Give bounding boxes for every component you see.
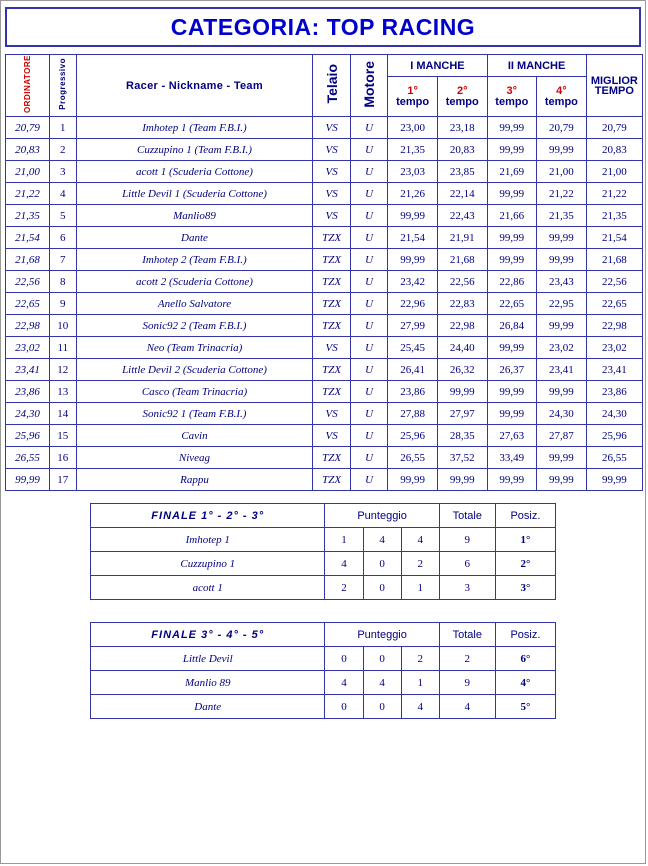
cell-telaio: VS — [313, 117, 350, 139]
table-row — [6, 117, 643, 139]
final-cell-name: Little Devil — [91, 647, 325, 671]
cell-ordinatore: 26,55 — [6, 447, 50, 469]
final-cell-point-3: 2 — [401, 647, 439, 671]
cell-ordinatore: 22,65 — [6, 293, 50, 315]
cell-tempo-3: 99,99 — [487, 117, 537, 139]
table-row — [6, 469, 643, 491]
cell-miglior-tempo: 26,55 — [586, 447, 642, 469]
cell-ordinatore: 21,22 — [6, 183, 50, 205]
cell-motore: U — [350, 139, 387, 161]
cell-tempo-2: 99,99 — [437, 381, 487, 403]
cell-telaio: TZX — [313, 447, 350, 469]
category-title-banner — [5, 7, 641, 47]
col-header-motore-label: Motore — [361, 60, 378, 108]
col-header-telaio — [313, 55, 350, 117]
final-cell-name: Manlio 89 — [91, 671, 325, 695]
cell-tempo-2: 28,35 — [437, 425, 487, 447]
final-table-1 — [90, 503, 556, 600]
col-header-racer: Racer - Nickname - Team — [76, 55, 313, 117]
cell-tempo-4: 21,35 — [537, 205, 587, 227]
cell-progressivo: 6 — [50, 227, 76, 249]
col-header-miglior-tempo — [586, 55, 642, 117]
cell-miglior-tempo: 22,65 — [586, 293, 642, 315]
col-header-motore — [350, 55, 387, 117]
cell-motore: U — [350, 337, 387, 359]
cell-tempo-4: 99,99 — [537, 469, 587, 491]
cell-tempo-4: 99,99 — [537, 447, 587, 469]
page-title: CATEGORIA: TOP RACING — [170, 13, 476, 40]
cell-progressivo: 17 — [50, 469, 76, 491]
cell-progressivo: 7 — [50, 249, 76, 271]
col-header-tempo-1 — [388, 77, 438, 117]
final-cell-position: 1° — [495, 528, 555, 552]
final-cell-point-2: 0 — [363, 647, 401, 671]
cell-motore: U — [350, 293, 387, 315]
cell-telaio: TZX — [313, 315, 350, 337]
cell-motore: U — [350, 227, 387, 249]
cell-tempo-2: 22,56 — [437, 271, 487, 293]
cell-tempo-1: 27,99 — [388, 315, 438, 337]
cell-progressivo: 1 — [50, 117, 76, 139]
col-header-telaio-label: Telaio — [323, 64, 340, 104]
tempo-4-ordinal: 4° — [556, 84, 567, 97]
cell-motore: U — [350, 249, 387, 271]
cell-racer: acott 2 (Scuderia Cottone) — [76, 271, 313, 293]
final-cell-total: 9 — [439, 528, 495, 552]
cell-racer: Niveag — [76, 447, 313, 469]
cell-ordinatore: 22,56 — [6, 271, 50, 293]
final-2-punteggio-header: Punteggio — [325, 623, 439, 647]
table-row — [6, 139, 643, 161]
final-1-title: FINALE 1° - 2° - 3° — [91, 504, 325, 528]
cell-motore: U — [350, 381, 387, 403]
cell-tempo-3: 99,99 — [487, 381, 537, 403]
cell-progressivo: 15 — [50, 425, 76, 447]
table-header-row-1 — [6, 55, 643, 77]
cell-motore: U — [350, 183, 387, 205]
final-2-posiz-header: Posiz. — [495, 623, 555, 647]
cell-racer: Imhotep 1 (Team F.B.I.) — [76, 117, 313, 139]
table-row — [6, 205, 643, 227]
final-cell-total: 4 — [439, 695, 495, 719]
final-row — [91, 528, 556, 552]
final-cell-point-2: 0 — [363, 695, 401, 719]
cell-progressivo: 13 — [50, 381, 76, 403]
cell-tempo-1: 21,54 — [388, 227, 438, 249]
table-row — [6, 359, 643, 381]
cell-tempo-4: 23,41 — [537, 359, 587, 381]
cell-ordinatore: 21,68 — [6, 249, 50, 271]
final-cell-position: 3° — [495, 576, 555, 600]
cell-tempo-4: 21,00 — [537, 161, 587, 183]
final-1-body — [91, 528, 556, 600]
cell-progressivo: 14 — [50, 403, 76, 425]
cell-tempo-2: 22,98 — [437, 315, 487, 337]
cell-tempo-3: 21,66 — [487, 205, 537, 227]
final-cell-total: 2 — [439, 647, 495, 671]
cell-racer: Neo (Team Trinacria) — [76, 337, 313, 359]
cell-telaio: TZX — [313, 227, 350, 249]
cell-miglior-tempo: 22,98 — [586, 315, 642, 337]
cell-ordinatore: 21,35 — [6, 205, 50, 227]
finals-spacer — [1, 600, 645, 622]
cell-progressivo: 4 — [50, 183, 76, 205]
cell-racer: Casco (Team Trinacria) — [76, 381, 313, 403]
cell-tempo-1: 23,00 — [388, 117, 438, 139]
cell-ordinatore: 99,99 — [6, 469, 50, 491]
final-cell-point-2: 0 — [363, 576, 401, 600]
cell-tempo-1: 25,96 — [388, 425, 438, 447]
cell-tempo-3: 26,37 — [487, 359, 537, 381]
results-table-body — [6, 117, 643, 491]
cell-ordinatore: 23,41 — [6, 359, 50, 381]
final-cell-point-1: 2 — [325, 576, 363, 600]
final-row — [91, 671, 556, 695]
cell-motore: U — [350, 425, 387, 447]
cell-tempo-2: 37,52 — [437, 447, 487, 469]
cell-miglior-tempo: 99,99 — [586, 469, 642, 491]
cell-progressivo: 8 — [50, 271, 76, 293]
cell-tempo-1: 26,41 — [388, 359, 438, 381]
cell-tempo-4: 99,99 — [537, 227, 587, 249]
final-2-totale-header: Totale — [439, 623, 495, 647]
table-row — [6, 271, 643, 293]
final-1-header-row — [91, 504, 556, 528]
results-table — [5, 54, 643, 491]
final-cell-point-1: 0 — [325, 647, 363, 671]
cell-racer: acott 1 (Scuderia Cottone) — [76, 161, 313, 183]
table-row — [6, 447, 643, 469]
cell-tempo-2: 23,18 — [437, 117, 487, 139]
cell-tempo-1: 21,35 — [388, 139, 438, 161]
final-cell-point-1: 1 — [325, 528, 363, 552]
col-header-progressivo-label: Progressivo — [58, 58, 68, 110]
final-cell-position: 2° — [495, 552, 555, 576]
cell-tempo-1: 23,42 — [388, 271, 438, 293]
final-row — [91, 552, 556, 576]
cell-motore: U — [350, 359, 387, 381]
final-2-header-row — [91, 623, 556, 647]
final-cell-total: 6 — [439, 552, 495, 576]
final-cell-point-3: 4 — [401, 528, 439, 552]
col-header-ordinatore-label: ORDINATORE — [23, 55, 33, 114]
cell-progressivo: 10 — [50, 315, 76, 337]
table-row — [6, 337, 643, 359]
final-cell-point-1: 0 — [325, 695, 363, 719]
cell-tempo-1: 99,99 — [388, 205, 438, 227]
cell-progressivo: 16 — [50, 447, 76, 469]
cell-tempo-4: 20,79 — [537, 117, 587, 139]
cell-motore: U — [350, 447, 387, 469]
cell-tempo-2: 26,32 — [437, 359, 487, 381]
cell-tempo-2: 27,97 — [437, 403, 487, 425]
table-row — [6, 315, 643, 337]
cell-miglior-tempo: 25,96 — [586, 425, 642, 447]
final-cell-position: 5° — [495, 695, 555, 719]
table-row — [6, 425, 643, 447]
final-2-body — [91, 647, 556, 719]
cell-tempo-4: 99,99 — [537, 139, 587, 161]
final-cell-point-1: 4 — [325, 671, 363, 695]
cell-ordinatore: 20,79 — [6, 117, 50, 139]
cell-miglior-tempo: 21,22 — [586, 183, 642, 205]
final-cell-position: 6° — [495, 647, 555, 671]
final-cell-name: Imhotep 1 — [91, 528, 325, 552]
cell-ordinatore: 21,00 — [6, 161, 50, 183]
cell-racer: Cavin — [76, 425, 313, 447]
cell-tempo-2: 20,83 — [437, 139, 487, 161]
col-header-manche-2: II MANCHE — [487, 55, 586, 77]
cell-telaio: TZX — [313, 293, 350, 315]
cell-progressivo: 2 — [50, 139, 76, 161]
table-row — [6, 249, 643, 271]
cell-miglior-tempo: 20,83 — [586, 139, 642, 161]
cell-tempo-3: 99,99 — [487, 139, 537, 161]
final-2-title: FINALE 3° - 4° - 5° — [91, 623, 325, 647]
col-header-manche-1: I MANCHE — [388, 55, 487, 77]
final-table-2 — [90, 622, 556, 719]
cell-ordinatore: 24,30 — [6, 403, 50, 425]
cell-motore: U — [350, 161, 387, 183]
final-row — [91, 576, 556, 600]
cell-telaio: VS — [313, 425, 350, 447]
final-1-punteggio-header: Punteggio — [325, 504, 439, 528]
cell-tempo-4: 24,30 — [537, 403, 587, 425]
cell-tempo-2: 21,68 — [437, 249, 487, 271]
cell-tempo-1: 21,26 — [388, 183, 438, 205]
final-cell-point-3: 1 — [401, 576, 439, 600]
cell-tempo-2: 22,14 — [437, 183, 487, 205]
table-row — [6, 293, 643, 315]
table-row — [6, 403, 643, 425]
cell-tempo-1: 99,99 — [388, 469, 438, 491]
cell-tempo-3: 22,65 — [487, 293, 537, 315]
cell-miglior-tempo: 21,00 — [586, 161, 642, 183]
cell-tempo-2: 24,40 — [437, 337, 487, 359]
cell-miglior-tempo: 23,86 — [586, 381, 642, 403]
cell-miglior-tempo: 22,56 — [586, 271, 642, 293]
final-cell-point-3: 2 — [401, 552, 439, 576]
cell-telaio: VS — [313, 161, 350, 183]
cell-ordinatore: 22,98 — [6, 315, 50, 337]
cell-telaio: VS — [313, 337, 350, 359]
cell-motore: U — [350, 117, 387, 139]
cell-ordinatore: 21,54 — [6, 227, 50, 249]
cell-tempo-1: 27,88 — [388, 403, 438, 425]
cell-tempo-3: 99,99 — [487, 183, 537, 205]
miglior-line-2: TEMPO — [594, 84, 634, 97]
cell-miglior-tempo: 20,79 — [586, 117, 642, 139]
cell-tempo-1: 22,96 — [388, 293, 438, 315]
cell-telaio: TZX — [313, 381, 350, 403]
cell-miglior-tempo: 23,02 — [586, 337, 642, 359]
cell-progressivo: 9 — [50, 293, 76, 315]
finals-section — [1, 503, 645, 719]
final-cell-total: 9 — [439, 671, 495, 695]
cell-progressivo: 5 — [50, 205, 76, 227]
final-cell-point-1: 4 — [325, 552, 363, 576]
cell-tempo-3: 27,63 — [487, 425, 537, 447]
cell-telaio: TZX — [313, 359, 350, 381]
final-row — [91, 647, 556, 671]
cell-telaio: TZX — [313, 469, 350, 491]
final-cell-name: Dante — [91, 695, 325, 719]
cell-racer: Anello Salvatore — [76, 293, 313, 315]
cell-tempo-1: 23,86 — [388, 381, 438, 403]
cell-tempo-1: 25,45 — [388, 337, 438, 359]
final-cell-point-3: 4 — [401, 695, 439, 719]
cell-racer: Little Devil 1 (Scuderia Cottone) — [76, 183, 313, 205]
cell-motore: U — [350, 403, 387, 425]
tempo-2-label: tempo — [445, 95, 479, 108]
cell-telaio: TZX — [313, 249, 350, 271]
cell-progressivo: 3 — [50, 161, 76, 183]
cell-telaio: VS — [313, 403, 350, 425]
cell-racer: Rappu — [76, 469, 313, 491]
final-cell-point-2: 4 — [363, 671, 401, 695]
table-row — [6, 161, 643, 183]
cell-tempo-4: 99,99 — [537, 381, 587, 403]
cell-racer: Cuzzupino 1 (Team F.B.I.) — [76, 139, 313, 161]
col-header-progressivo — [50, 55, 76, 117]
cell-tempo-4: 21,22 — [537, 183, 587, 205]
cell-miglior-tempo: 21,35 — [586, 205, 642, 227]
cell-tempo-3: 99,99 — [487, 227, 537, 249]
cell-motore: U — [350, 469, 387, 491]
cell-miglior-tempo: 23,41 — [586, 359, 642, 381]
cell-tempo-2: 99,99 — [437, 469, 487, 491]
cell-tempo-1: 23,03 — [388, 161, 438, 183]
cell-racer: Imhotep 2 (Team F.B.I.) — [76, 249, 313, 271]
cell-tempo-4: 99,99 — [537, 249, 587, 271]
cell-tempo-2: 23,85 — [437, 161, 487, 183]
col-header-tempo-3 — [487, 77, 537, 117]
col-header-tempo-4 — [537, 77, 587, 117]
cell-tempo-3: 99,99 — [487, 469, 537, 491]
cell-telaio: TZX — [313, 271, 350, 293]
cell-tempo-4: 99,99 — [537, 315, 587, 337]
cell-miglior-tempo: 21,68 — [586, 249, 642, 271]
tempo-1-label: tempo — [396, 95, 430, 108]
cell-miglior-tempo: 24,30 — [586, 403, 642, 425]
tempo-2-ordinal: 2° — [456, 84, 468, 97]
cell-telaio: VS — [313, 205, 350, 227]
final-cell-point-2: 4 — [363, 528, 401, 552]
cell-tempo-2: 21,91 — [437, 227, 487, 249]
cell-ordinatore: 23,86 — [6, 381, 50, 403]
cell-tempo-3: 33,49 — [487, 447, 537, 469]
cell-racer: Little Devil 2 (Scuderia Cottone) — [76, 359, 313, 381]
cell-telaio: VS — [313, 183, 350, 205]
cell-motore: U — [350, 271, 387, 293]
cell-tempo-3: 22,86 — [487, 271, 537, 293]
tempo-3-ordinal: 3° — [506, 84, 518, 97]
cell-tempo-4: 23,43 — [537, 271, 587, 293]
cell-ordinatore: 23,02 — [6, 337, 50, 359]
cell-ordinatore: 25,96 — [6, 425, 50, 447]
cell-tempo-3: 99,99 — [487, 337, 537, 359]
final-1-posiz-header: Posiz. — [495, 504, 555, 528]
final-cell-point-3: 1 — [401, 671, 439, 695]
final-cell-name: acott 1 — [91, 576, 325, 600]
cell-tempo-3: 21,69 — [487, 161, 537, 183]
miglior-line-1: MIGLIOR — [590, 74, 638, 87]
cell-tempo-4: 22,95 — [537, 293, 587, 315]
cell-motore: U — [350, 205, 387, 227]
cell-racer: Sonic92 2 (Team F.B.I.) — [76, 315, 313, 337]
table-row — [6, 183, 643, 205]
tempo-3-label: tempo — [495, 95, 529, 108]
final-1-totale-header: Totale — [439, 504, 495, 528]
final-row — [91, 695, 556, 719]
col-header-tempo-2 — [437, 77, 487, 117]
cell-miglior-tempo: 21,54 — [586, 227, 642, 249]
cell-telaio: VS — [313, 139, 350, 161]
cell-progressivo: 12 — [50, 359, 76, 381]
cell-tempo-3: 99,99 — [487, 249, 537, 271]
cell-tempo-1: 99,99 — [388, 249, 438, 271]
cell-tempo-4: 27,87 — [537, 425, 587, 447]
table-row — [6, 381, 643, 403]
cell-motore: U — [350, 315, 387, 337]
cell-tempo-3: 99,99 — [487, 403, 537, 425]
cell-racer: Sonic92 1 (Team F.B.I.) — [76, 403, 313, 425]
tempo-4-label: tempo — [544, 95, 578, 108]
col-header-ordinatore — [6, 55, 50, 117]
final-cell-total: 3 — [439, 576, 495, 600]
cell-tempo-3: 26,84 — [487, 315, 537, 337]
final-cell-name: Cuzzupino 1 — [91, 552, 325, 576]
cell-tempo-1: 26,55 — [388, 447, 438, 469]
final-cell-position: 4° — [495, 671, 555, 695]
final-cell-point-2: 0 — [363, 552, 401, 576]
cell-tempo-2: 22,83 — [437, 293, 487, 315]
cell-ordinatore: 20,83 — [6, 139, 50, 161]
cell-progressivo: 11 — [50, 337, 76, 359]
cell-tempo-2: 22,43 — [437, 205, 487, 227]
table-row — [6, 227, 643, 249]
tempo-1-ordinal: 1° — [407, 84, 418, 97]
cell-racer: Manlio89 — [76, 205, 313, 227]
cell-racer: Dante — [76, 227, 313, 249]
cell-tempo-4: 23,02 — [537, 337, 587, 359]
